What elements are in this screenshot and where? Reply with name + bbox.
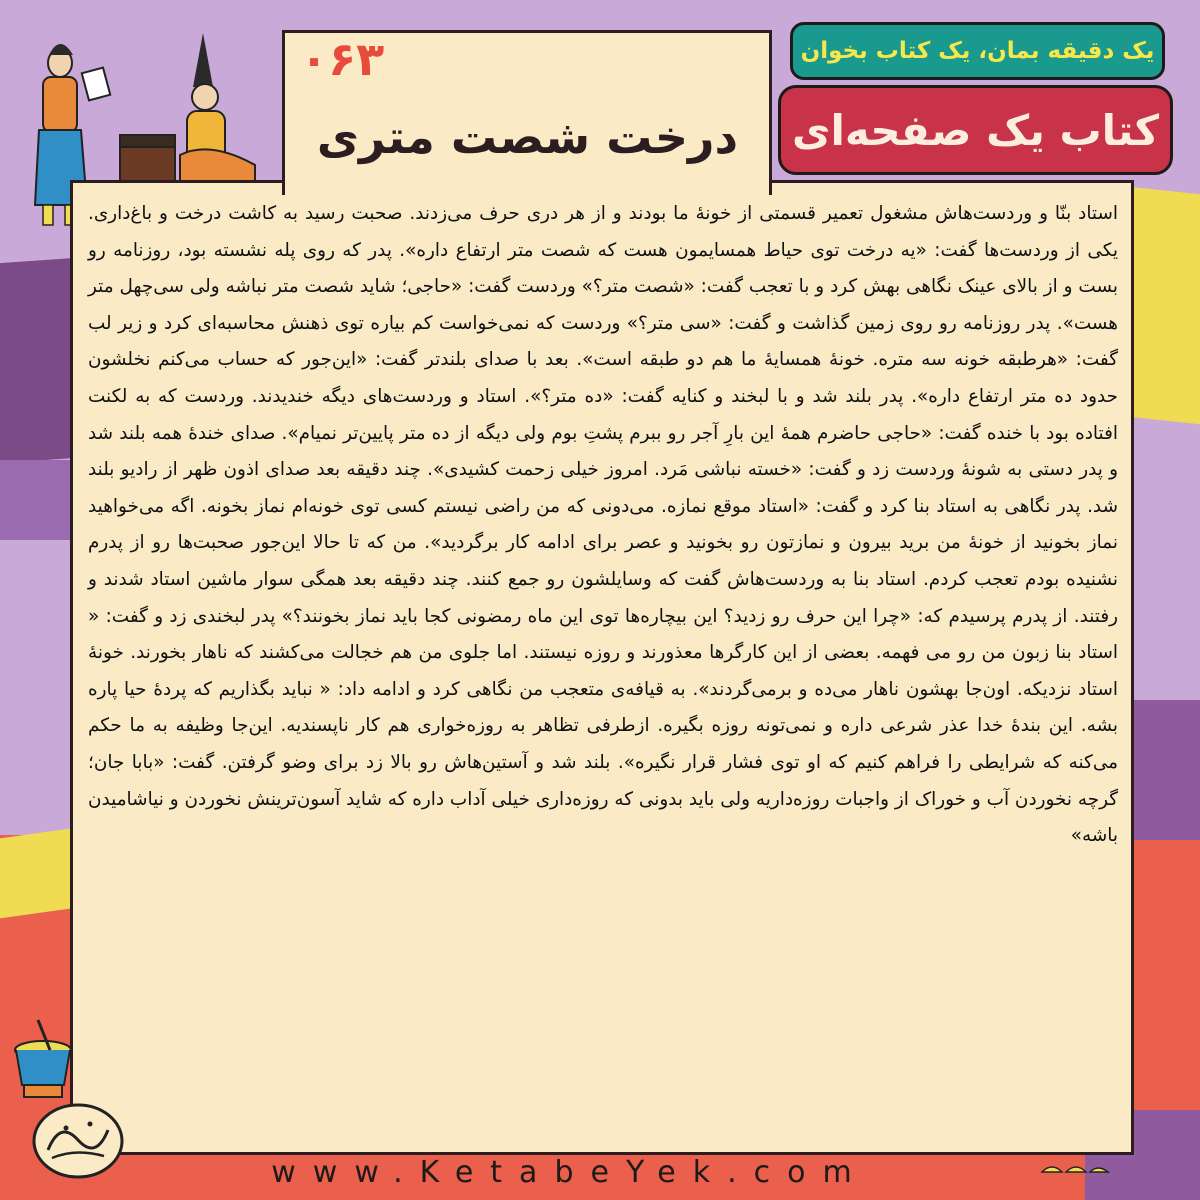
illustration-shoes [1040, 1158, 1110, 1178]
brand-badge: کتاب یک صفحه‌ای [778, 85, 1173, 175]
illustration-cooking-pot [8, 1010, 78, 1100]
slogan-badge: یک دقیقه بمان، یک کتاب بخوان [790, 22, 1165, 80]
background-violet-patch [0, 460, 80, 540]
story-title: درخت شصت متری [316, 110, 739, 164]
issue-number: ۰۶۳ [300, 32, 385, 86]
signature-seal [30, 1100, 126, 1182]
story-body: استاد بنّا و وردست‌هاش مشغول تعمیر قسمتی از خونهٔ ما بودند و از هر دری حرف می‌زدند. صحبت رسید به کاشت درخت و باغ‌داری. یکی از وردست‌ها گفت: «یه درخت توی حیاط همسایمون هست که شصت متر ارتفاع داره». پدر که روی پله نشسته بود، روزنامه رو بست و از بالای عینک نگاهی بهش کرد و با تعجب گفت: «شصت متر؟» وردست گفت: «حاجی؛ شاید شصت متر نباشه ولی سی‌چهل متر هست». پدر روزنامه رو روی زمین گذاشت و گفت: «سی متر؟» وردست که نمی‌خواست کم بیاره توی ذهنش محاسبه‌ای کرد و زیر لب گفت: «هرطبقه خونه سه متره. خونهٔ همسایهٔ ما هم دو طبقه است». بعد با صدای بلندتر گفت: «این‌جور که حساب می‌کنم نخلشون حدود ده متر ارتفاع داره». پدر بلند شد و با لبخند و کنایه گفت: «ده متر؟». استاد و وردست‌های دیگه خندیدند. وردست که به لکنت افتاده بود با خنده گفت: «حاجی حاضرم همهٔ این بارِ آجر رو ببرم پشتِ بوم ولی دیگه از ده متر پایین‌تر نمیام». صدای خندهٔ همه بلند شد و پدر دستی به شونهٔ وردست زد و گفت: «خسته نباشی مَرد. امروز خیلی زحمت کشیدی». چند دقیقه بعد صدای اذون ظهر از رادیو بلند شد. پدر نگاهی به استاد بنا کرد و گفت: «استاد موقع نمازه. می‌دونی که من راضی نیستم کسی توی خونه‌ام نماز بخونه. اگه می‌خواهید نماز بخونید از خونهٔ من برید بیرون و نمازتون رو بخونید و عصر برای ادامه کار برگردید». من که تا حالا این‌جور صحبت‌ها رو از پدرم نشنیده بودم تعجب کردم. استاد بنا به وردست‌هاش گفت که وسایلشون رو جمع کنند. چند دقیقه بعد همگی سوار ماشین استاد شدند و رفتند. از پدرم پرسیدم که: «چرا این حرف رو زدید؟ این بیچاره‌ها توی این ماه رمضونی کجا باید نماز بخونند؟» پدر لبخندی زد و گفت: « استاد بنا زبون من رو می فهمه. بعضی از این کارگرها معذورند و روزه نیستند. اما جلوی من هم خجالت می‌کشند که ناهار بخورند. خونهٔ استاد نزدیکه. اون‌جا بهشون ناهار می‌ده و برمی‌گردند». به قیافه‌ی متعجب من نگاهی کرد و ادامه داد: « نباید بگذاریم که پردهٔ حیا پاره بشه. این بندهٔ خدا عذر شرعی داره و نمی‌تونه روزه بگیره. ازطرفی تظاهر به روزه‌خواری هم کار ناپسندیه. این‌جا وظیفه به ما حکم می‌کنه که شرایطی را فراهم کنیم که او توی فشار قرار نگیره». بلند شد و آستین‌هاش رو بالا زد برای وضو گرفتن. گفت: «بابا جان؛ گرچه نخوردن آب و خوراک از واجبات روزه‌داریه ولی باید بدونی که روزه‌داری خیلی آداب داره که شاید آسون‌ترینش نخوردن و نیاشامیدن باشه» [88, 203, 1118, 847]
website-url[interactable]: www.KetabeYek.com [271, 1155, 869, 1190]
